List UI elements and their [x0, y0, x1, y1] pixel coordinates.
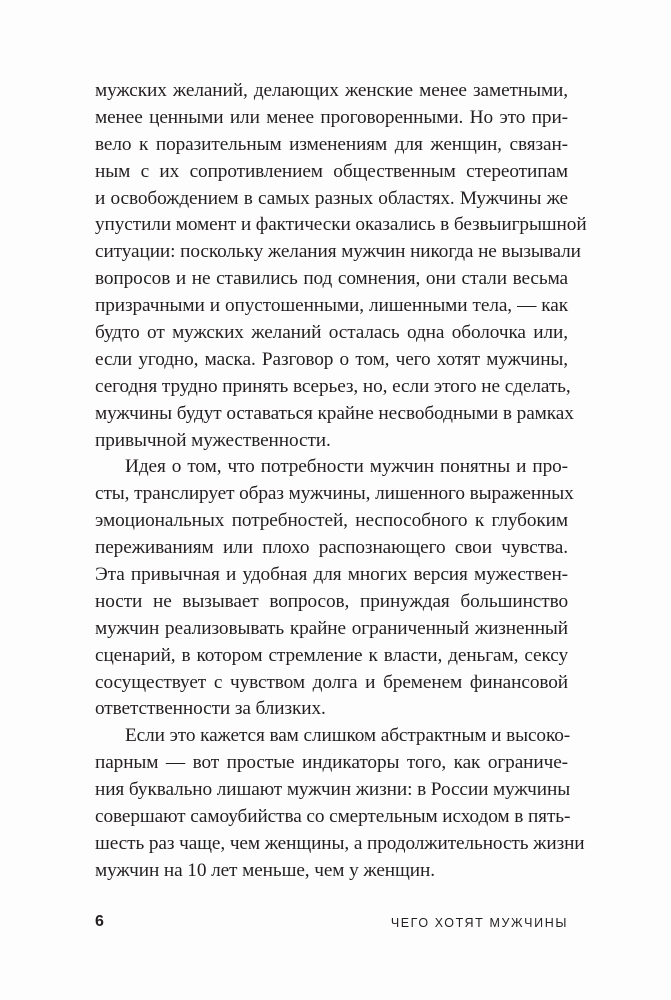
text-line: ным с их сопротивлением общественным стереотипам — [95, 160, 568, 182]
text-line: совершают самоубийства со смертельным исходом в пять- — [95, 806, 571, 828]
text-line: ответственности за близких. — [95, 698, 326, 720]
text-line: менее ценными или менее проговоренными. Но это при- — [95, 106, 568, 128]
page-number: 6 — [95, 913, 104, 930]
text-line: сегодня трудно принять всерьез, но, если этого не сделать, — [95, 375, 571, 397]
text-line: парным — вот простые индикаторы того, как ограниче- — [95, 752, 568, 774]
text-line: мужчин на 10 лет меньше, чем у женщин. — [95, 859, 435, 881]
text-line: если угодно, маска. Разговор о том, чего хотят мужчины, — [95, 348, 568, 370]
text-line: ния буквально лишают мужчин жизни: в России мужчины — [95, 779, 571, 801]
text-line: вопросов и не ставились под сомнения, они стали весьма — [95, 268, 568, 290]
text-line: вело к поразительным изменениям для женщин, связан- — [95, 133, 568, 155]
paragraph-2 — [95, 454, 574, 723]
text-line: ности не вызывает вопросов, принуждая большинство — [95, 590, 568, 612]
text-line: мужских желаний, делающих женские менее заметными, — [95, 80, 568, 101]
text-line: ситуации: поскольку желания мужчин никогда не вызывали — [95, 241, 581, 263]
running-title: ЧЕГО ХОТЯТ МУЖЧИНЫ — [390, 916, 568, 930]
text-line: эмоциональных потребностей, неспособного к глубоким — [95, 510, 568, 532]
text-line: упустили момент и фактически оказались в безвыигрышной — [95, 214, 587, 236]
text-line: сты, транслирует образ мужчины, лишенного выраженных — [95, 483, 574, 505]
text-line: и освобождением в самых разных областях. Мужчины же — [95, 187, 568, 209]
text-line: сценарий, в котором стремление к власти, деньгам, сексу — [95, 644, 568, 666]
text-line: переживаниям или плохо распознающего свои чувства. — [95, 537, 568, 559]
text-line: Идея о том, что потребности мужчин понятны и про- — [125, 456, 568, 478]
text-line: будто от мужских желаний осталась одна оболочка или, — [95, 322, 568, 344]
body-text — [95, 78, 587, 885]
paragraph-3 — [95, 723, 585, 884]
text-line: Эта привычная и удобная для многих версия мужествен- — [95, 564, 568, 586]
text-line: шесть раз чаще, чем женщины, а продолжительность жизни — [95, 832, 585, 854]
text-line: Если это кажется вам слишком абстрактным и высоко- — [125, 725, 571, 747]
text-line: мужчин реализовывать крайне ограниченный жизненный — [95, 617, 568, 639]
text-line: сосуществует с чувством долга и бременем финансовой — [95, 671, 568, 693]
text-line: мужчины будут оставаться крайне несвободными в рамках — [95, 402, 574, 424]
text-line: привычной мужественности. — [95, 429, 331, 451]
text-line: призрачными и опустошенными, лишенными тела, — как — [95, 295, 568, 317]
paragraph-1 — [95, 78, 587, 454]
